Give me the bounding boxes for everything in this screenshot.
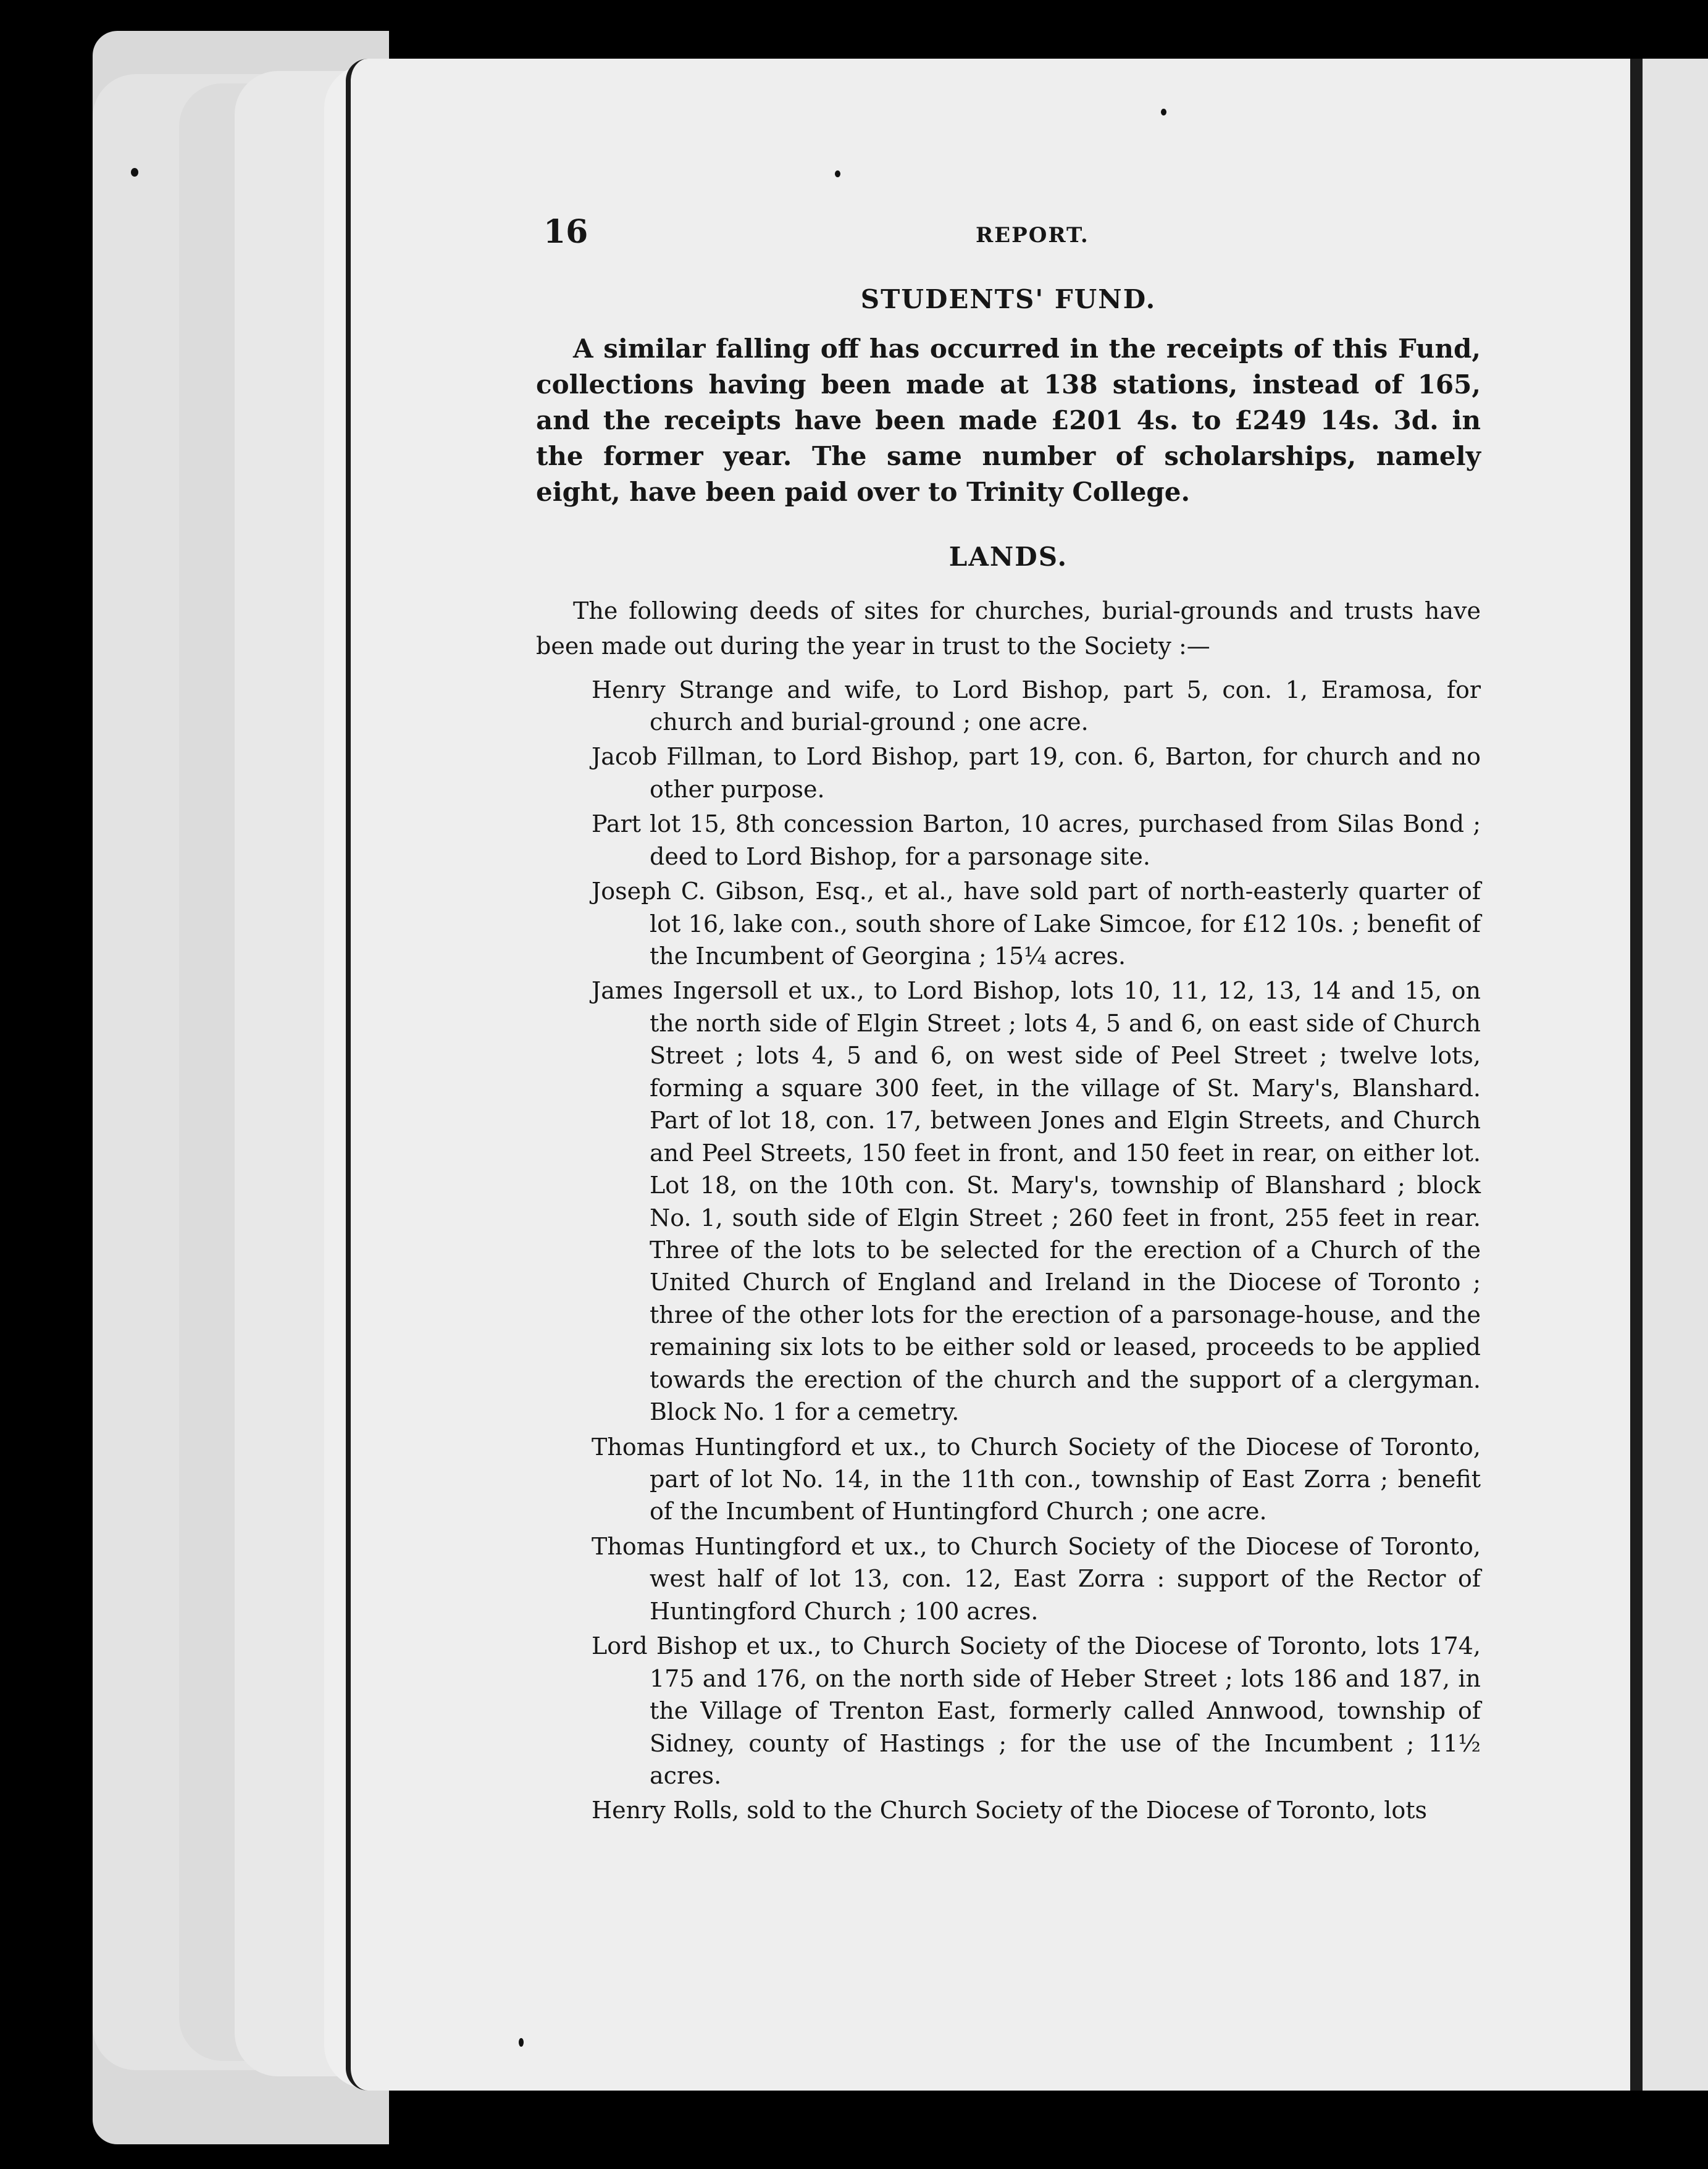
deed-entry: James Ingersoll et ux., to Lord Bishop, lots 10, 11, 12, 13, 14 and 15, on the north side of Elgin Street ; lots 4, 5 and 6, on east side of Church Street ; lots 4, 5 and 6, on west side of Peel Street ; twelve lots, forming a square 300 feet, in the village of St. Mary's, Blanshard. Part of lot 18, con. 17, between Jones and Elgin Streets, and Church and Peel Streets, 150 feet in front, and 150 feet in rear, on either lot. Lot 18, on the 10th con. St. Mary's, township of Blanshard ; block No. 1, south side of Elgin Street ; 260 feet in front, 255 feet in rear. Three of the lots to be selected for the erection of a Church of the United Church of England and Ireland in the Diocese of Toronto ; three of the other lots for the erection of a parsonage-house, and the remaining six lots to be either sold or leased, proceeds to be applied towards the erection of the church and the support of a clergyman. Block No. 1 for a cemetry.: [592, 977, 1481, 1426]
deed-entry: Lord Bishop et ux., to Church Society of the Diocese of Toronto, lots 174, 175 and 176, on the north side of Heber Street ; lots 186 and 187, in the Village of Trenton East, formerly called Annwood, township of Sidney, county of Hastings ; for the use of the Incumbent ; 11½ acres.: [592, 1632, 1481, 1789]
gutter-shadow: [1630, 59, 1644, 2091]
scan-speck: [1161, 109, 1166, 115]
running-head: [543, 213, 1482, 256]
deed-entry: Henry Strange and wife, to Lord Bishop, part 5, con. 1, Eramosa, for church and burial-ground ; one acre.: [592, 676, 1481, 736]
deed-entry: Henry Rolls, sold to the Church Society of the Diocese of Toronto, lots: [592, 1797, 1428, 1824]
facing-page-edge: [1643, 59, 1708, 2091]
deed-entry: Thomas Huntingford et ux., to Church Society of the Diocese of Toronto, west half of lot 13, con. 12, East Zorra : support of the Rector of Huntingford Church ; 100 acres.: [592, 1532, 1481, 1625]
deed-entry: Jacob Fillman, to Lord Bishop, part 19, con. 6, Barton, for church and no other purpose.: [592, 743, 1481, 803]
deed-entry: Part lot 15, 8th concession Barton, 10 acres, purchased from Silas Bond ; deed to Lord Bishop, for a parsonage site.: [592, 810, 1481, 870]
running-title: REPORT.: [976, 223, 1089, 248]
deed-entry: Joseph C. Gibson, Esq., et al., have sold part of north-easterly quarter of lot 16, lake con., south shore of Lake Simcoe, for £12 10s. ; benefit of the Incumbent of Georgina ; 15¼ acres.: [592, 878, 1481, 970]
students-fund-paragraph: A similar falling off has occurred in the receipts of this Fund, collections having been made at 138 stations, instead of 165, and the receipts have been made £201 4s. to £249 14s. 3d. in the former year. The same number of scholarships, namely eight, have been paid over to Trinity College.: [536, 333, 1481, 507]
students-fund-heading: STUDENTS' FUND.: [860, 284, 1157, 314]
page-content: [536, 281, 1481, 1829]
page-number: 16: [543, 213, 588, 251]
scan-speck: [519, 2038, 524, 2047]
lands-heading: LANDS.: [948, 541, 1068, 572]
deed-entry: Thomas Huntingford et ux., to Church Society of the Diocese of Toronto, part of lot No. 14, in the 11th con., township of East Zorra ; benefit of the Incumbent of Huntingford Church ; one acre.: [592, 1433, 1481, 1525]
scan-speck: [131, 168, 138, 177]
lands-intro: The following deeds of sites for churches, burial-grounds and trusts have been made out during the year in trust to the Society :—: [536, 597, 1481, 660]
deed-list: [536, 674, 1481, 1827]
scan-speck: [835, 170, 840, 177]
